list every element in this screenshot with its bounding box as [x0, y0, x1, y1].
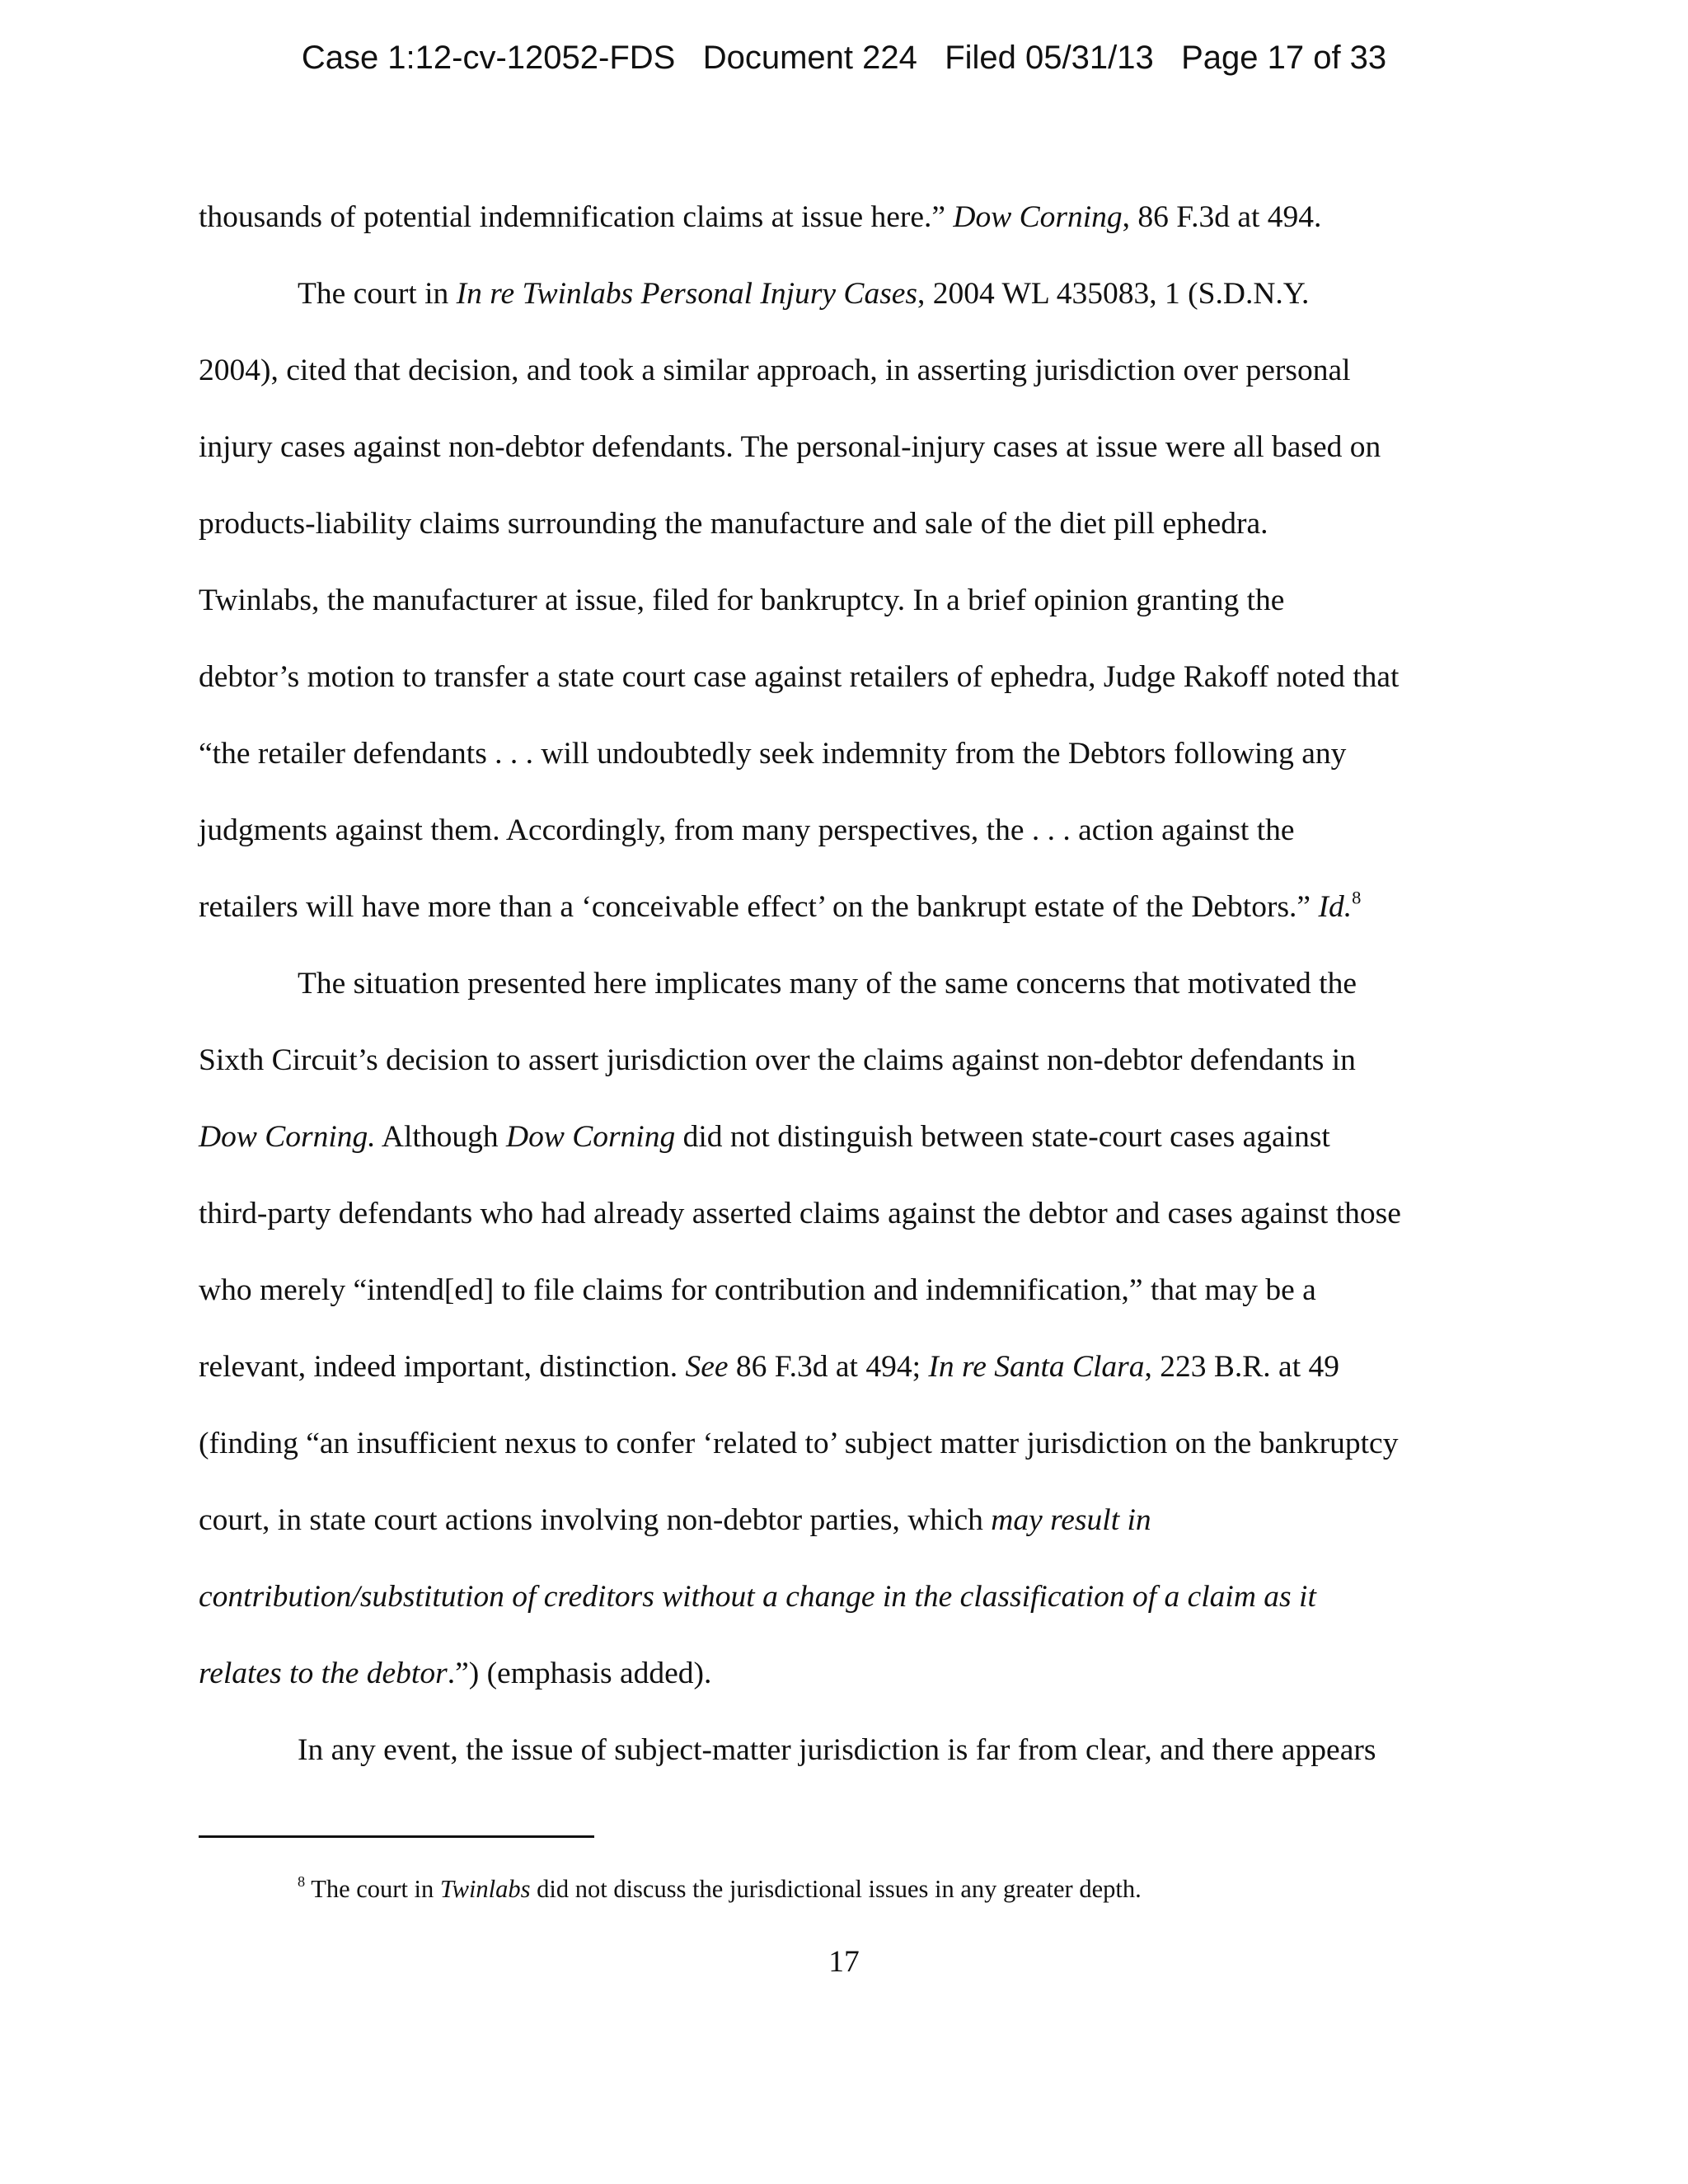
case-header [0, 36, 1688, 79]
text: The court in [305, 1875, 440, 1903]
body-line-2 [298, 274, 1309, 315]
footnote-separator [199, 1835, 594, 1838]
body-line-17: (finding “an insufficient nexus to confer ‘related to’ subject matter jurisdiction on the bankruptcy [199, 1427, 1399, 1460]
text: retailers will have more than a ‘conceivable effect’ on the bankrupt estate of the Debtors.” [199, 890, 1319, 924]
case-name: Dow Corning [505, 1120, 676, 1154]
emphasis: relates to the debtor [199, 1657, 448, 1690]
case-name: Dow Corning. [199, 1120, 376, 1154]
signal-word: See [685, 1350, 729, 1384]
case-number: Case 1:12-cv-12052-FDS [301, 40, 676, 76]
body-line-20 [199, 1653, 711, 1694]
emphasis: contribution/substitution of creditors without a change in the classification of a claim as it [199, 1580, 1316, 1614]
text: relevant, indeed important, distinction. [199, 1350, 686, 1384]
text: The court in [298, 277, 457, 311]
body-line-10 [199, 887, 1361, 928]
body-line-11: The situation presented here implicates many of the same concerns that motivated the [298, 967, 1357, 1001]
body-line-6: Twinlabs, the manufacturer at issue, filed for bankruptcy. In a brief opinion granting the [199, 583, 1285, 617]
text: did not discuss the jurisdictional issues in any greater depth. [530, 1875, 1142, 1903]
citation-id: Id. [1318, 890, 1353, 924]
text: .”) (emphasis added). [447, 1657, 712, 1690]
text: court, in state court actions involving non-debtor parties, which [199, 1503, 992, 1537]
body-line-21: In any event, the issue of subject-matter jurisdiction is far from clear, and there appears [298, 1733, 1376, 1767]
text: , 223 B.R. at 49 [1144, 1350, 1339, 1384]
document-number: Document 224 [702, 40, 917, 76]
body-line-1 [199, 197, 1321, 238]
body-line-15: who merely “intend[ed] to file claims for contribution and indemnification,” that may be a [199, 1273, 1316, 1307]
body-line-3: 2004), cited that decision, and took a similar approach, in asserting jurisdiction over personal [199, 354, 1351, 387]
footnote-8 [298, 1872, 1142, 1905]
case-name: In re Santa Clara [928, 1350, 1145, 1384]
body-line-13 [199, 1117, 1330, 1158]
body-line-19 [199, 1577, 1316, 1618]
text: did not distinguish between state-court cases against [675, 1120, 1330, 1154]
text: 86 F.3d at 494; [728, 1350, 929, 1384]
text: , 2004 WL 435083, 1 (S.D.N.Y. [917, 277, 1310, 311]
body-line-8: “the retailer defendants . . . will undoubtedly seek indemnity from the Debtors following any [199, 737, 1347, 771]
emphasis: may result in [991, 1503, 1151, 1537]
body-line-5: products-liability claims surrounding the manufacture and sale of the diet pill ephedra. [199, 507, 1268, 541]
page-of-total: Page 17 of 33 [1181, 40, 1387, 76]
body-line-9: judgments against them. Accordingly, from many perspectives, the . . . action against the [199, 813, 1295, 847]
footnote-number: 8 [298, 1873, 306, 1891]
body-line-12: Sixth Circuit’s decision to assert jurisdiction over the claims against non-debtor defendants in [199, 1043, 1356, 1077]
footnote-marker: 8 [1352, 887, 1362, 908]
filed-date: Filed 05/31/13 [945, 40, 1154, 76]
text: Although [375, 1120, 506, 1154]
text: , 86 F.3d at 494. [1122, 200, 1322, 234]
case-name: Twinlabs [439, 1875, 531, 1903]
body-line-18 [199, 1500, 1151, 1541]
body-line-7: debtor’s motion to transfer a state court case against retailers of ephedra, Judge Rakoff noted that [199, 660, 1400, 694]
case-name: In re Twinlabs Personal Injury Cases [456, 277, 918, 311]
case-name: Dow Corning [953, 200, 1123, 234]
body-line-16 [199, 1347, 1339, 1388]
body-line-4: injury cases against non-debtor defendants. The personal-injury cases at issue were all based on [199, 430, 1381, 464]
text: thousands of potential indemnification claims at issue here.” [199, 200, 954, 234]
body-line-14: third-party defendants who had already asserted claims against the debtor and cases against those [199, 1197, 1401, 1230]
page-number: 17 [828, 1945, 860, 1979]
